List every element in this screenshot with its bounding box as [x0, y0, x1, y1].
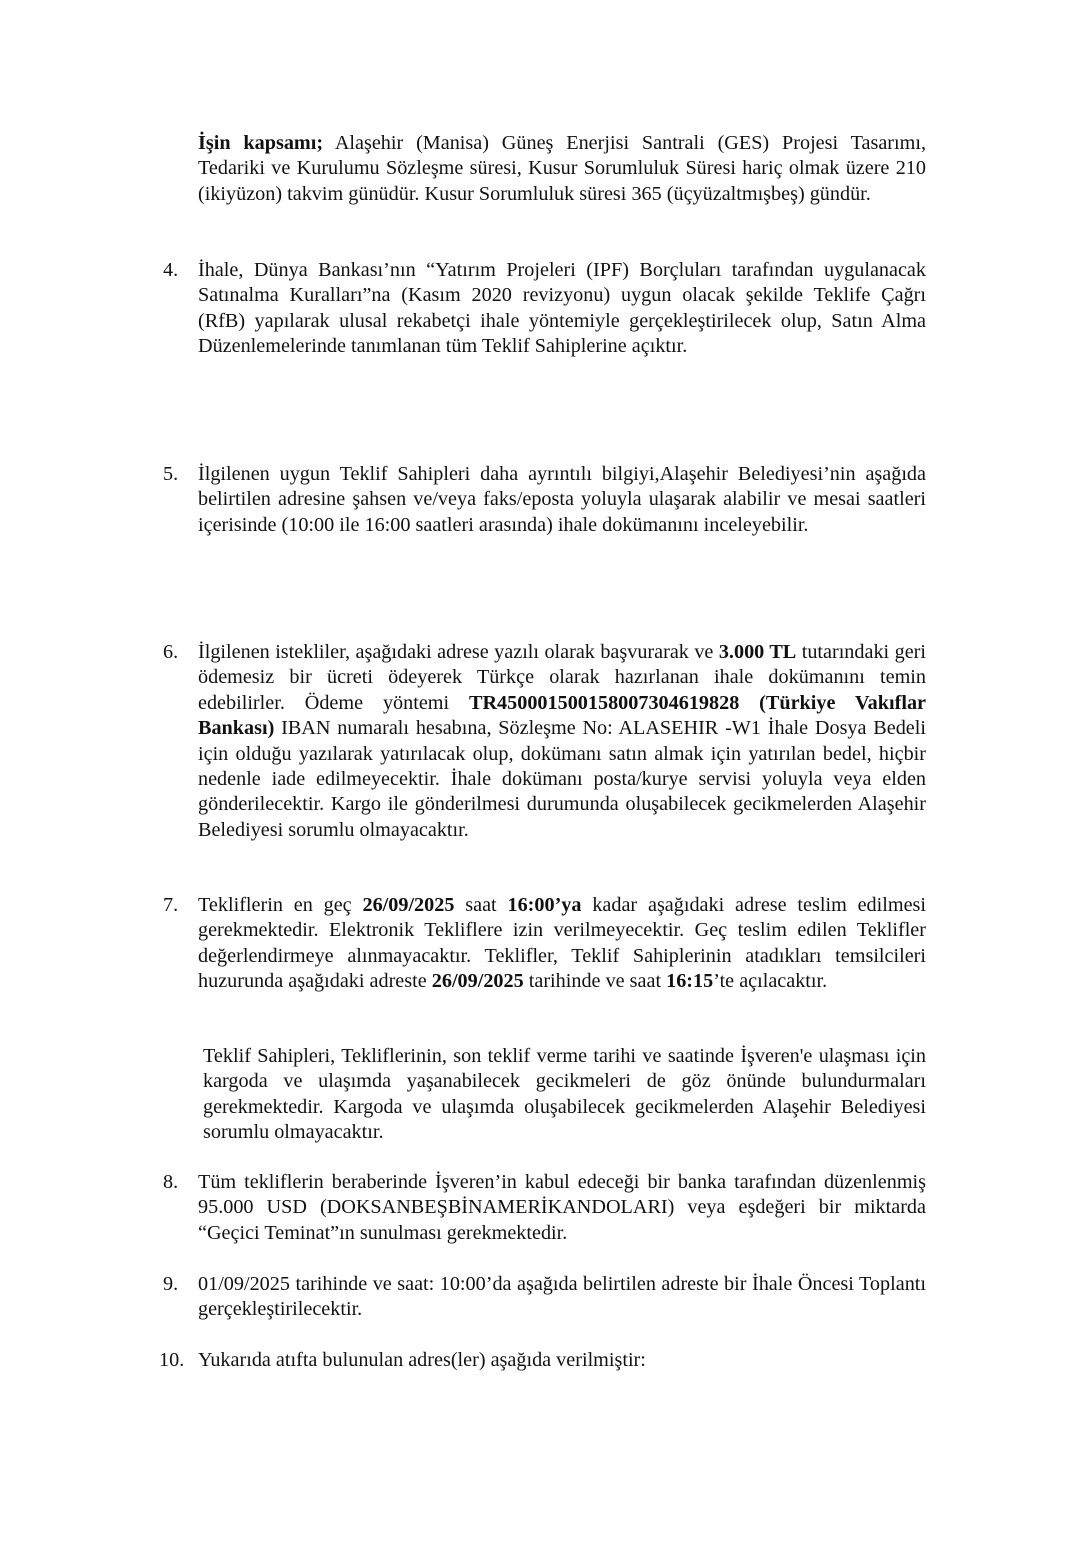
- item-6-iban: TR450001500158007304619828 (Türkiye Vakıflar Bankası): [198, 691, 927, 740]
- item-7-part-1: Tekliflerin en geç: [198, 894, 363, 916]
- item-7-part-4: tarihinde ve saat: [523, 970, 667, 993]
- scope-heading: İşin kapsamı;: [198, 132, 324, 154]
- item-7-note: Teklif Sahipleri, Tekliflerinin, son teklif verme tarihi ve saatinde İşveren'e ulaşması için kargoda ve ulaşımda yaşanabilecek gecikmeleri de göz önünde bulundurmaları gerekmektedir. Kargoda ve ulaşımda oluşabilecek gecikmelerden Alaşehir Belediyesi sorumlu olmayacaktır.: [203, 1045, 926, 1144]
- item-7-opening-date: 26/09/2025: [431, 970, 524, 993]
- item-7-part-2: saat: [454, 894, 508, 916]
- item-4-number: 4.: [163, 259, 179, 281]
- scope-paragraph: [198, 131, 926, 207]
- item-6-number: 6.: [163, 641, 179, 663]
- item-6-fee: 3.000 TL: [718, 641, 797, 663]
- item-7-deadline-date: 26/09/2025: [362, 894, 455, 916]
- item-9-text: 01/09/2025 tarihinde ve saat: 10:00’da aşağıda belirtilen adreste bir İhale Öncesi Toplantı gerçekleştirilecektir.: [198, 1273, 926, 1321]
- item-7-deadline-time: 16:00’ya: [507, 894, 582, 916]
- item-8-text: Tüm tekliflerin beraberinde İşveren’in kabul edeceği bir banka tarafından düzenlenmiş 95.000 USD (DOKSANBEŞBİNAMERİKANDOLARI) veya eşdeğeri bir miktarda “Geçici Teminat”ın sunulması gerekmektedir.: [198, 1171, 926, 1244]
- item-5-text: İlgilenen uygun Teklif Sahipleri daha ayrıntılı bilgiyi,Alaşehir Belediyesi’nin aşağıda belirtilen adresine şahsen ve/veya faks/eposta yoluyla ulaşarak alabilir ve mesai saatleri içerisinde (10:00 ile 16:00 saatleri arasında) ihale dokümanını inceleyebilir.: [198, 463, 926, 536]
- item-10-text: Yukarıda atıfta bulunulan adres(ler) aşağıda verilmiştir:: [198, 1349, 646, 1371]
- item-9-number: 9.: [163, 1273, 179, 1295]
- item-4-text: İhale, Dünya Bankası’nın “Yatırım Projeleri (IPF) Borçluları tarafından uygulanacak Satınalma Kuralları”na (Kasım 2020 revizyonu) uygun olacak şekilde Teklife Çağrı (RfB) yapılarak ulusal rekabetçi ihale yöntemiyle gerçekleştirilecek olup, Satın Alma Düzenlemelerinde tanımlanan tüm Teklif Sahiplerine açıktır.: [198, 259, 926, 358]
- item-6-text: [198, 640, 926, 843]
- item-7-opening-time: 16:15: [666, 970, 714, 993]
- item-7-part-3: kadar aşağıdaki adrese teslim edilmesi gerekmektedir. Elektronik Tekliflere izin verilmeyecektir. Geç teslim edilen Teklifler değerlendirmeye alınmayacaktır. Teklifler, Teklif Sahiplerinin atadıkları temsilcileri huzurunda aşağıdaki adreste: [198, 894, 926, 993]
- scope-text: Alaşehir (Manisa) Güneş Enerjisi Santrali (GES) Projesi Tasarımı, Tedariki ve Kurulumu Sözleşme süresi, Kusur Sorumluluk Süresi hariç olmak üzere 210 (ikiyüzon) takvim günüdür. Kusur Sorumluluk süresi 365 (üçyüzaltmışbeş) gündür.: [198, 132, 926, 205]
- item-5-number: 5.: [163, 463, 179, 485]
- item-7-text: [198, 893, 926, 995]
- item-10-number: 10.: [159, 1349, 185, 1371]
- item-6-part-2: tutarındaki geri ödemesiz bir ücreti ödeyerek Türkçe olarak hazırlanan ihale dokümanını temin edebilirler. Ödeme yöntemi: [198, 641, 926, 714]
- item-7-number: 7.: [163, 894, 179, 916]
- item-8-number: 8.: [163, 1171, 179, 1193]
- item-6-part-1: İlgilenen istekliler, aşağıdaki adrese yazılı olarak başvurarak ve: [198, 641, 719, 663]
- item-6-part-3: IBAN numaralı hesabına, Sözleşme No: ALASEHIR -W1 İhale Dosya Bedeli için olduğu yazılarak yatırılacak olup, dokümanı satın almak için yatırılan bedel, hiçbir nedenle iade edilmeyecektir. İhale dokümanı posta/kurye servisi yoluyla veya elden gönderilecektir. Kargo ile gönderilmesi durumunda oluşabilecek gecikmelerden Alaşehir Belediyesi sorumlu olmayacaktır.: [198, 717, 926, 841]
- item-7-part-5: ’te açılacaktır.: [713, 970, 828, 993]
